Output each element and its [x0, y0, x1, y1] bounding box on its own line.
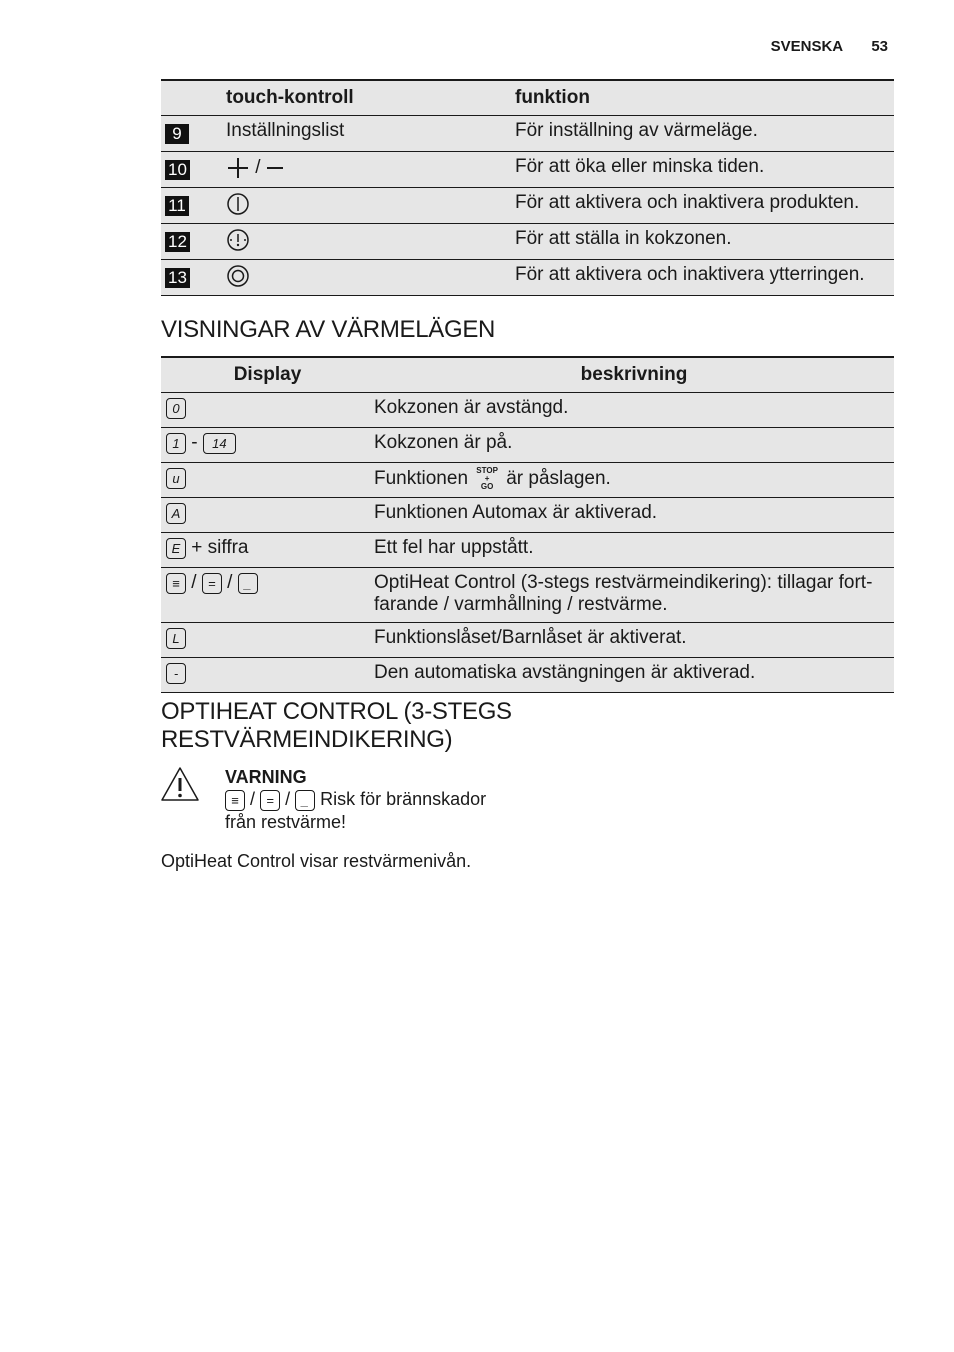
display-symbol: -: [166, 663, 186, 684]
description-text: Kokzonen är avstängd.: [374, 393, 894, 428]
symbol-separator: /: [285, 789, 291, 809]
warning-text: Risk för brännskador: [320, 789, 487, 809]
symbol-separator: /: [227, 572, 233, 594]
display-symbol: A: [166, 503, 186, 524]
description-text: Funktionen: [374, 468, 469, 490]
display-symbol: ≡: [225, 790, 245, 811]
display-symbol: _: [295, 790, 315, 811]
double-ring-icon: [226, 264, 250, 288]
table-row: [161, 188, 894, 224]
warning-line1: [225, 788, 486, 811]
row-number-badge: 12: [165, 232, 190, 252]
function-text: För att aktivera och inaktivera produkten.: [515, 188, 894, 224]
description-text: Funktionen Automax är aktiverad.: [374, 498, 894, 533]
description-text: Den automatiska avstängningen är aktiverad.: [374, 658, 894, 693]
table-row: [161, 152, 894, 188]
display-symbol: ≡: [166, 573, 186, 594]
row-number-badge: 10: [165, 160, 190, 180]
warning-box: [225, 766, 486, 833]
description-text: Kokzonen är på.: [374, 428, 894, 463]
stop-go-bottom: GO: [480, 482, 494, 491]
body-paragraph: OptiHeat Control visar restvärmenivån.: [161, 851, 472, 871]
header-beskrivning: beskrivning: [374, 357, 894, 393]
description-text: är påslagen.: [506, 468, 611, 490]
header-display: Display: [161, 357, 374, 393]
header-touch-kontroll: touch-kontroll: [226, 80, 515, 116]
table-header-row: [161, 357, 894, 393]
header-funktion: funktion: [515, 80, 894, 116]
table-row: [161, 658, 894, 693]
function-text: För att öka eller minska tiden.: [515, 152, 894, 188]
language-label: SVENSKA: [770, 38, 844, 55]
row-number-badge: 9: [165, 124, 189, 144]
display-symbol: L: [166, 628, 186, 649]
table-row: [161, 568, 894, 623]
warning-title: VARNING: [225, 767, 307, 787]
table-row: [161, 533, 894, 568]
power-icon: [226, 192, 250, 216]
range-separator: -: [191, 432, 198, 454]
stop-go-mid: +: [484, 474, 490, 483]
description-text: Ett fel har uppstått.: [374, 533, 894, 568]
warning-line2: från restvärme!: [225, 812, 347, 833]
page-number: 53: [871, 38, 888, 55]
section-title-line1: OPTIHEAT CONTROL (3-STEGS: [161, 698, 512, 725]
display-symbol: 0: [166, 398, 186, 419]
page-header: [771, 38, 888, 55]
control-label: Inställningslist: [226, 116, 515, 152]
description-text: OptiHeat Control (3-stegs restvärmeindikering): tillagar fortfarande / varmhållning / restvärme.: [374, 568, 894, 623]
table-row: [161, 224, 894, 260]
table-row: [161, 498, 894, 533]
table-row: [161, 116, 894, 152]
section-title-line2: RESTVÄRMEINDIKERING): [161, 726, 453, 753]
symbol-separator: /: [191, 572, 197, 594]
header-cell-empty: [161, 80, 226, 116]
timer-icon: [226, 228, 250, 252]
controls-table: [161, 79, 894, 296]
section-title-optiheat: [161, 698, 512, 754]
table-header-row: [161, 80, 894, 116]
plus-minus-separator: /: [255, 157, 261, 179]
function-text: För att ställa in kokzonen.: [515, 224, 894, 260]
function-text: För att aktivera och inaktivera ytterringen.: [515, 260, 894, 296]
display-symbol: 1: [166, 433, 186, 454]
row-number-badge: 11: [165, 196, 189, 216]
table-row: [161, 393, 894, 428]
table-row: [161, 260, 894, 296]
section-title-heat-displays: VISNINGAR AV VÄRMELÄGEN: [161, 316, 496, 343]
minus-icon: [266, 156, 284, 180]
description-text: Funktionslåset/Barnlåset är aktiverat.: [374, 623, 894, 658]
symbol-separator: /: [250, 789, 256, 809]
display-symbol: _: [238, 573, 258, 594]
plus-icon: [226, 156, 250, 180]
display-symbol: E: [166, 538, 186, 559]
table-row: [161, 428, 894, 463]
stop-go-icon: [476, 467, 498, 491]
row-number-badge: 13: [165, 268, 190, 288]
table-row: [161, 463, 894, 498]
function-text: För inställning av värmeläge.: [515, 116, 894, 152]
display-symbol: =: [202, 573, 222, 594]
display-symbol: 14: [203, 433, 236, 454]
warning-triangle-icon: [160, 766, 200, 802]
display-suffix: + siffra: [191, 537, 249, 559]
display-symbol: u: [166, 468, 186, 489]
heat-display-table: [161, 356, 894, 693]
display-symbol: =: [260, 790, 280, 811]
stop-go-top: STOP: [476, 466, 498, 475]
table-row: [161, 623, 894, 658]
